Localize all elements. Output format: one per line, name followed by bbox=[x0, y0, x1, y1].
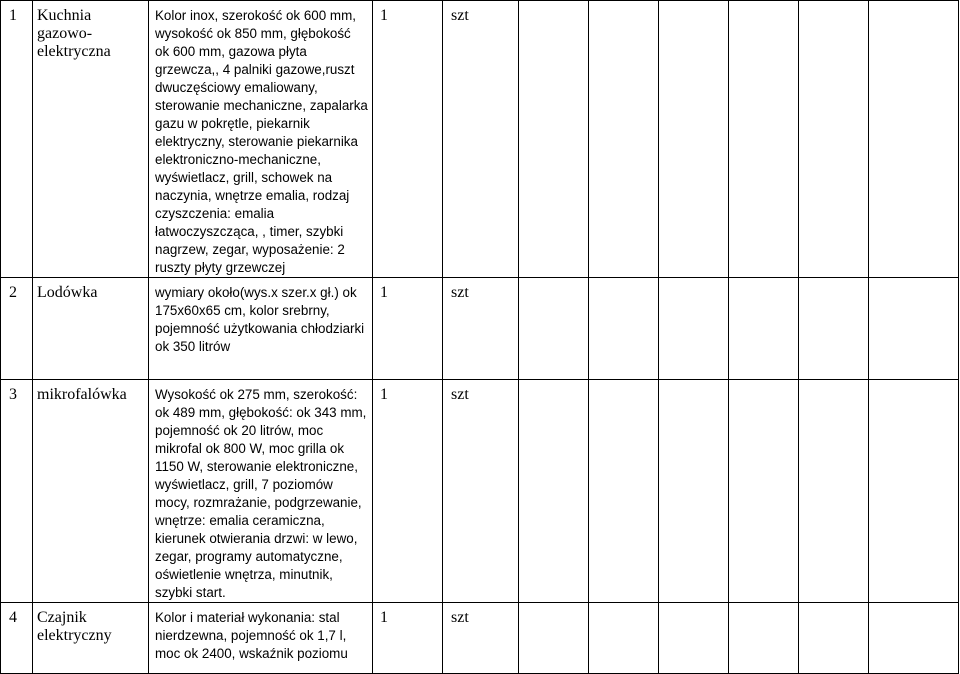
item-name: mikrofalówka bbox=[33, 380, 149, 603]
empty-cell bbox=[799, 1, 869, 278]
empty-cell bbox=[729, 380, 799, 603]
row-number: 4 bbox=[1, 603, 33, 674]
empty-cell bbox=[519, 603, 589, 674]
empty-cell bbox=[799, 380, 869, 603]
item-unit: szt bbox=[443, 603, 519, 674]
item-description: Kolor i materiał wykonania: stal nierdzewna, pojemność ok 1,7 l, moc ok 2400, wskaźnik poziomu bbox=[149, 603, 373, 674]
empty-cell bbox=[589, 1, 659, 278]
empty-cell bbox=[799, 603, 869, 674]
item-description: Wysokość ok 275 mm, szerokość: ok 489 mm, głębokość: ok 343 mm, pojemność ok 20 litrów, moc mikrofal ok 800 W, moc grilla ok 1150 W, sterowanie elektroniczne, wyświetlacz, grill, 7 poziomów mocy, rozmrażanie, podgrzewanie, wnętrze: emalia ceramiczna, kierunek otwierania drzwi: w lewo, zegar, programy automatyczne, oświetlenie wnętrza, minutnik, szybki start. bbox=[149, 380, 373, 603]
empty-cell bbox=[589, 603, 659, 674]
empty-cell bbox=[519, 278, 589, 380]
empty-cell bbox=[729, 278, 799, 380]
item-unit: szt bbox=[443, 380, 519, 603]
empty-cell bbox=[869, 278, 959, 380]
empty-cell bbox=[659, 603, 729, 674]
empty-cell bbox=[659, 380, 729, 603]
table-row bbox=[1, 1, 959, 278]
item-name: Lodówka bbox=[33, 278, 149, 380]
row-number: 2 bbox=[1, 278, 33, 380]
item-name: Czajnik elektryczny bbox=[33, 603, 149, 674]
item-description: Kolor inox, szerokość ok 600 mm, wysokość ok 850 mm, głębokość ok 600 mm, gazowa płyta grzewcza,, 4 palniki gazowe,ruszt dwuczęściowy emaliowany, sterowanie mechaniczne, zapalarka gazu w pokrętle, piekarnik elektryczny, sterowanie piekarnika elektroniczno-mechaniczne, wyświetlacz, grill, schowek na naczynia, wnętrze emalia, rodzaj czyszczenia: emalia łatwoczyszcząca, , timer, szybki nagrzew, zegar, wyposażenie: 2 ruszty płyty grzewczej bbox=[149, 1, 373, 278]
item-quantity: 1 bbox=[373, 603, 443, 674]
item-quantity: 1 bbox=[373, 278, 443, 380]
item-unit: szt bbox=[443, 278, 519, 380]
row-number: 1 bbox=[1, 1, 33, 278]
empty-cell bbox=[659, 1, 729, 278]
item-quantity: 1 bbox=[373, 1, 443, 278]
empty-cell bbox=[869, 603, 959, 674]
empty-cell bbox=[659, 278, 729, 380]
empty-cell bbox=[729, 603, 799, 674]
item-quantity: 1 bbox=[373, 380, 443, 603]
empty-cell bbox=[589, 278, 659, 380]
item-description: wymiary około(wys.x szer.x gł.) ok 175x60x65 cm, kolor srebrny, pojemność użytkowania chłodziarki ok 350 litrów bbox=[149, 278, 373, 380]
empty-cell bbox=[869, 1, 959, 278]
empty-cell bbox=[799, 278, 869, 380]
table-row bbox=[1, 278, 959, 380]
empty-cell bbox=[869, 380, 959, 603]
row-number: 3 bbox=[1, 380, 33, 603]
empty-cell bbox=[519, 1, 589, 278]
table-row bbox=[1, 603, 959, 674]
empty-cell bbox=[729, 1, 799, 278]
empty-cell bbox=[519, 380, 589, 603]
item-unit: szt bbox=[443, 1, 519, 278]
table-row bbox=[1, 380, 959, 603]
empty-cell bbox=[589, 380, 659, 603]
item-name: Kuchnia gazowo-elektryczna bbox=[33, 1, 149, 278]
